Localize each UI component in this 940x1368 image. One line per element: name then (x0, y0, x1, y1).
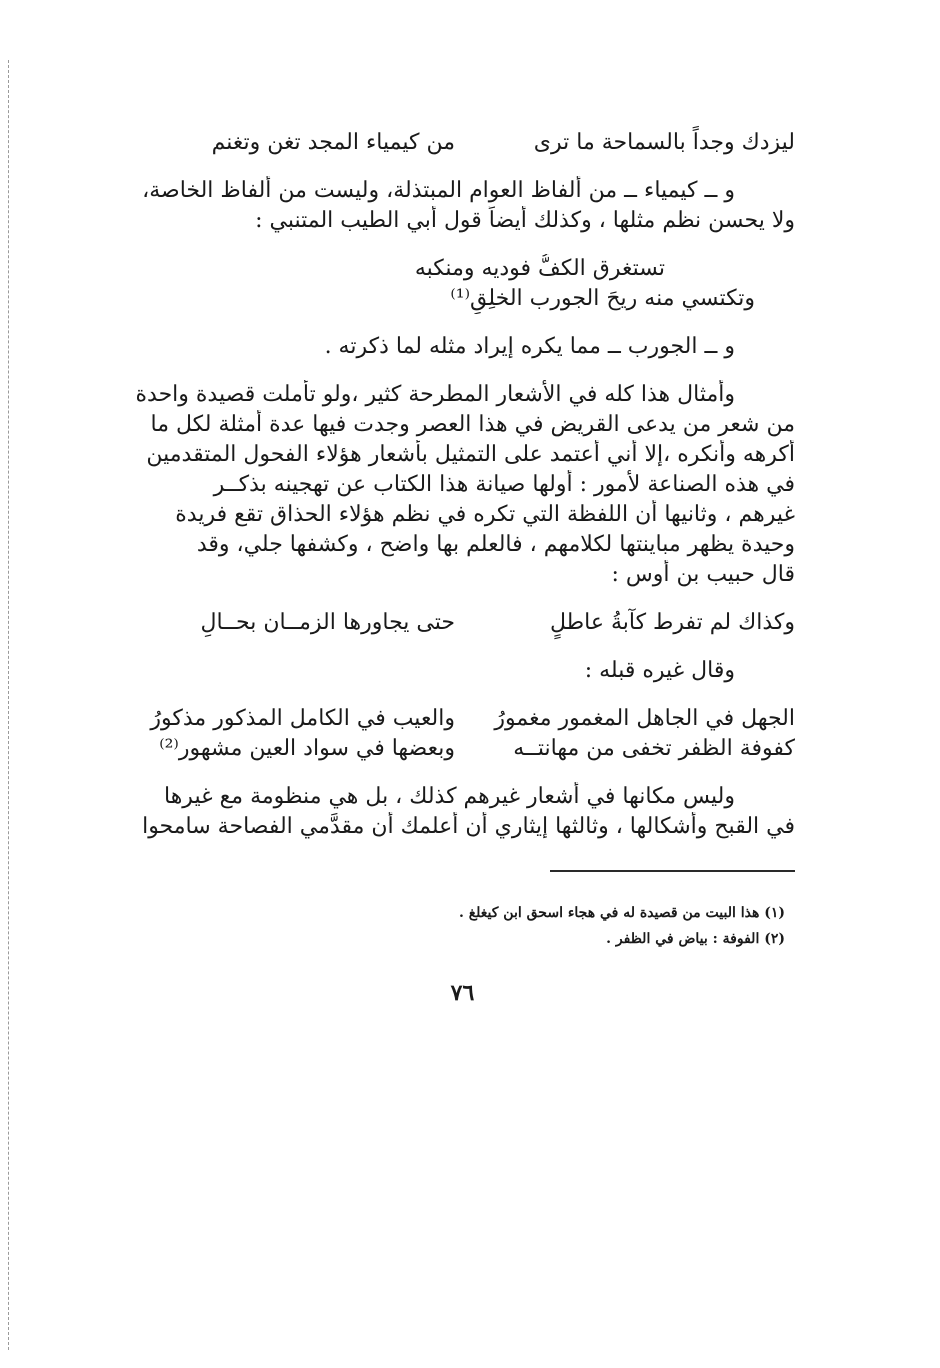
text-line: و ــ كيمياء ــ من ألفاظ العوام المبتذلة، وليست من ألفاظ الخاصة، (142, 178, 735, 203)
text-line: قال حبيب بن أوس : (611, 562, 795, 587)
verse-line (130, 608, 795, 638)
verse-hemistich: من كيمياء المجد تغن وتغنم (211, 130, 455, 155)
text-line: وليس مكانها في أشعار غيرهم كذلك ، بل هي منظومة مع غيرها (164, 784, 735, 809)
verse-hemistich: والعيب في الكامل المذكور مذكورُ (150, 706, 455, 731)
text-line: ولا يحسن نظم مثلها ، وكذلك أيضاً قول أبي الطيب المتنبي : (255, 208, 795, 233)
verse-hemistich: ليزدك وجداً بالسماحة ما ترى (533, 130, 795, 155)
verse-line (130, 704, 795, 734)
verse-hemistich: كفوفة الظفر تخفى من مهانتــه (513, 736, 795, 761)
page-number: ٧٦ (450, 980, 475, 1006)
verse-line (130, 128, 795, 158)
text-line: أكرهه وأنكره ،إلا أني أعتمد على التمثيل بأشعار هؤلاء الفحول المتقدمين (146, 442, 795, 467)
verse-hemistich: وكذاك لم تفرط كآبةُ عاطلٍ (549, 610, 795, 635)
verse-hemistich: الجهل في الجاهل المغمور مغمورُ (494, 706, 795, 731)
verse-line (130, 734, 795, 764)
text-line: وقال غيره قبله : (584, 658, 735, 683)
footnote: (٢) الفوفة : بياض في الظفر . (606, 931, 785, 947)
text-line: من شعر من يدعى القريض في هذا العصر وجدت فيها عدة أمثلة لكل ما (150, 412, 795, 437)
text-line: في القبح وأشكالها ، وثالثها إيثاري أن أعلمك أن مقدَّمي الفصاحة سامحوا (142, 814, 795, 839)
text-line: و ــ الجورب ــ مما يكره إيراد مثله لما ذكرته . (324, 334, 735, 359)
scan-edge-line (8, 60, 9, 1350)
footnote: (١) هذا البيت من قصيدة له في هجاء اسحق ابن كيغلغ . (458, 905, 785, 921)
verse-line: وتكتسي منه ريحَ الجورب الخلِقِ⁽¹⁾ (450, 286, 755, 311)
verse-line: تستغرق الكفُّ فوديه ومنكبه (414, 256, 665, 281)
verse-hemistich: حتى يجاورها الزمــان بحــالِ (200, 610, 455, 635)
text-line: في هذه الصناعة لأمور : أولها صيانة هذا الكتاب عن تهجينه بذكــر (213, 472, 795, 497)
text-line: وحيدة يظهر مباينتها لكلامهم ، فالعلم بها واضح ، وكشفها جلي، وقد (196, 532, 795, 557)
verse-hemistich: وبعضها في سواد العين مشهور⁽²⁾ (159, 736, 455, 761)
text-line: وأمثال هذا كله في الأشعار المطرحة كثير ،ولو تأملت قصيدة واحدة (135, 382, 735, 407)
book-page (130, 128, 795, 1006)
text-line: غيرهم ، وثانيها أن اللفظة التي تكره في نظم هؤلاء الحذاق تقع فريدة (175, 502, 795, 527)
